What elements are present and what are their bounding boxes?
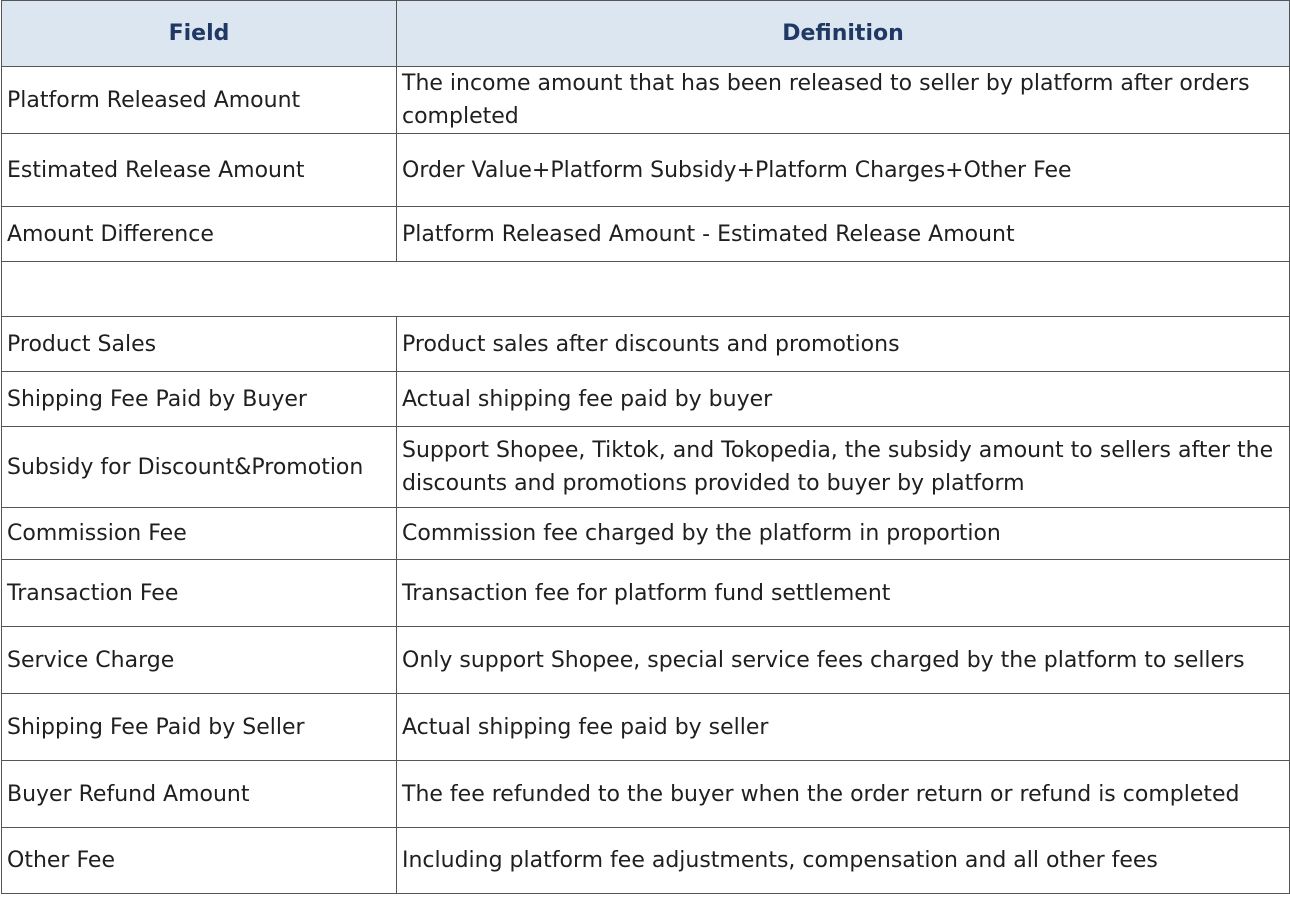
table-row [2, 207, 1290, 262]
field-cell: Estimated Release Amount [2, 134, 397, 207]
header-field: Field [2, 1, 397, 67]
field-cell: Subsidy for Discount&Promotion [2, 427, 397, 508]
table-row [2, 427, 1290, 508]
field-cell: Product Sales [2, 317, 397, 372]
definition-cell: Commission fee charged by the platform in proportion [397, 508, 1290, 560]
definition-cell: Support Shopee, Tiktok, and Tokopedia, the subsidy amount to sellers after the discounts and promotions provided to buyer by platform [397, 427, 1290, 508]
definition-cell: Actual shipping fee paid by buyer [397, 372, 1290, 427]
definition-cell: The income amount that has been released to seller by platform after orders completed [397, 67, 1290, 134]
header-row [2, 1, 1290, 67]
definition-cell: The fee refunded to the buyer when the order return or refund is completed [397, 761, 1290, 828]
definition-cell: Platform Released Amount - Estimated Release Amount [397, 207, 1290, 262]
field-cell: Transaction Fee [2, 560, 397, 627]
definition-cell: Product sales after discounts and promotions [397, 317, 1290, 372]
definition-cell: Transaction fee for platform fund settlement [397, 560, 1290, 627]
table-row [2, 372, 1290, 427]
definition-cell: Only support Shopee, special service fees charged by the platform to sellers [397, 627, 1290, 694]
field-cell: Other Fee [2, 828, 397, 894]
field-cell: Shipping Fee Paid by Seller [2, 694, 397, 761]
field-cell: Platform Released Amount [2, 67, 397, 134]
field-cell: Service Charge [2, 627, 397, 694]
field-cell: Buyer Refund Amount [2, 761, 397, 828]
field-cell: Amount Difference [2, 207, 397, 262]
table-row [2, 694, 1290, 761]
field-definition-table [1, 0, 1290, 894]
table-row [2, 828, 1290, 894]
table-row [2, 560, 1290, 627]
spacer-cell [2, 262, 1290, 317]
definition-cell: Actual shipping fee paid by seller [397, 694, 1290, 761]
table-row [2, 627, 1290, 694]
table-row [2, 134, 1290, 207]
table-row [2, 317, 1290, 372]
header-definition: Definition [397, 1, 1290, 67]
field-cell: Shipping Fee Paid by Buyer [2, 372, 397, 427]
definition-cell: Order Value+Platform Subsidy+Platform Charges+Other Fee [397, 134, 1290, 207]
spacer-row [2, 262, 1290, 317]
table-row [2, 761, 1290, 828]
definition-cell: Including platform fee adjustments, compensation and all other fees [397, 828, 1290, 894]
field-cell: Commission Fee [2, 508, 397, 560]
table-row [2, 508, 1290, 560]
table-row [2, 67, 1290, 134]
